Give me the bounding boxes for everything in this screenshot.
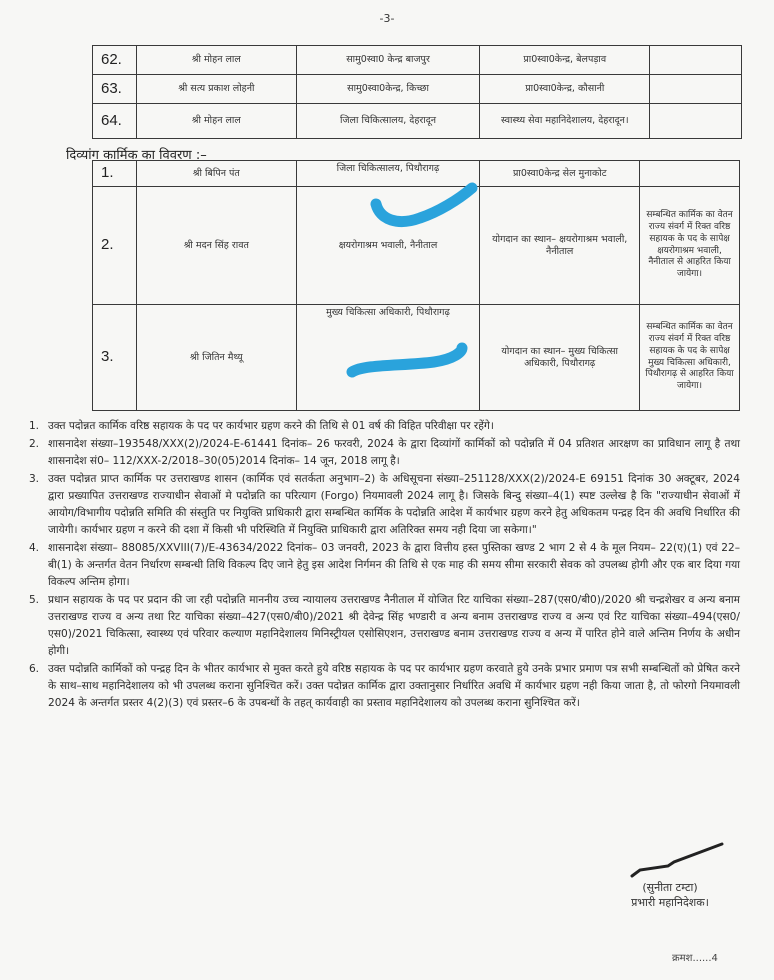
note-text: उक्त पदोन्नत कार्मिक वरिष्ठ सहायक के पद पर कार्यभार ग्रहण करने की तिथि से 01 वर्ष की विहित परिवीक्षा पर रहेंगे।: [48, 420, 494, 432]
section-heading: दिव्यांग कार्मिक का विवरण :–: [66, 148, 207, 163]
serial-number: 64.: [93, 104, 137, 139]
signatory-name: (सुनीता टम्टा): [642, 881, 698, 894]
employee-name: श्री मोहन लाल: [136, 104, 296, 139]
signature-block: [600, 840, 740, 910]
new-posting: योगदान का स्थान– क्षयरोगाश्रम भवाली, नैनीताल: [480, 187, 640, 305]
note-number: 4.: [28, 542, 40, 554]
serial-number: 2.: [93, 187, 137, 305]
new-posting: प्रा0स्वा0केन्द्र, कौसानी: [480, 75, 650, 104]
serial-number: 62.: [93, 46, 137, 75]
note-number: 5.: [28, 594, 40, 606]
promotion-table-continued: [92, 45, 742, 139]
signatory-title: प्रभारी महानिदेशक।: [631, 896, 709, 909]
note-number: 1.: [28, 420, 40, 432]
remark: [650, 46, 742, 75]
employee-name: श्री जितिन मैथ्यू: [136, 305, 296, 411]
current-posting: जिला चिकित्सालय, देहरादून: [296, 104, 480, 139]
note-item: [20, 540, 740, 591]
serial-number: 3.: [93, 305, 137, 411]
page-number: -3-: [379, 12, 395, 25]
checkmark-icon: [368, 182, 480, 232]
note-item: [20, 592, 740, 660]
note-number: 6.: [28, 663, 40, 675]
current-posting: क्षयरोगाश्रम भवाली, नैनीताल: [296, 187, 480, 305]
current-posting: जिला चिकित्सालय, पिथौरागढ़: [296, 161, 480, 187]
serial-number: 63.: [93, 75, 137, 104]
table-row: [93, 75, 742, 104]
note-text: उक्त पदोन्नति कार्मिकों को पन्द्रह दिन के भीतर कार्यभार से मुक्त करते हुये वरिष्ठ सहायक के पद पर कार्यभार ग्रहण करवाते हुये उनके प्रभार प्रमाण पत्र सभी सम्बन्धितों को प्रेषित करने के साथ–साथ महानिदेशालय को भी उपलब्ध कराना सुनिश्चित करें। उक्त पदोन्नत कार्मिक द्वारा उक्तानुसार निर्धारित अवधि में कार्यभार ग्रहण नही किया जाता है, तो फोरगो नियमावली 2024 के अन्तर्गत प्रस्तर 4(2)(3) एवं प्रस्तर–6 के उपबन्धों के तहत् कार्यवाही का प्रस्ताव महानिदेशालय को उपलब्ध कराना सुनिश्चित करें।: [48, 663, 740, 709]
remark: सम्बन्धित कार्मिक का वेतन राज्य संवर्ग में रिक्त वरिष्ठ सहायक के पद के सापेक्ष मुख्य चिकित्सा अधिकारी, पिथौरागढ़ से आहरित किया जायेगा।: [640, 305, 740, 411]
serial-number: 1.: [93, 161, 137, 187]
current-posting: मुख्य चिकित्सा अधिकारी, पिथौरागढ़: [296, 305, 480, 411]
table-row: [93, 104, 742, 139]
employee-name: श्री मोहन लाल: [136, 46, 296, 75]
table-row: [93, 46, 742, 75]
remark: सम्बन्धित कार्मिक का वेतन राज्य संवर्ग में रिक्त वरिष्ठ सहायक के पद के सापेक्ष क्षयरोगाश्रम भवाली, नैनीताल से आहरित किया जायेगा।: [640, 187, 740, 305]
current-posting: सामु0स्वा0केन्द्र, किच्छा: [296, 75, 480, 104]
current-posting: सामु0स्वा0 केन्द्र बाजपुर: [296, 46, 480, 75]
new-posting: प्रा0स्वा0केन्द्र, बेलपड़ाव: [480, 46, 650, 75]
remark: [650, 104, 742, 139]
new-posting: योगदान का स्थान– मुख्य चिकित्सा अधिकारी, पिथौरागढ़: [480, 305, 640, 411]
continued-marker: क्रमश......4: [672, 953, 718, 964]
employee-name: श्री मदन सिंह रावत: [136, 187, 296, 305]
dash-mark-icon: [344, 342, 470, 382]
new-posting: स्वास्थ्य सेवा महानिदेशालय, देहरादून।: [480, 104, 650, 139]
note-text: शासनादेश संख्या–193548/XXX(2)/2024-E-61441 दिनांक– 26 फरवरी, 2024 के द्वारा दिव्यांगों कार्मिकों को पदोन्नति में 04 प्रतिशत आरक्षण का प्राविधान लागू है तथा शासनादेश सं0– 112/XXX-2/2018–30(05)2014 दिनांक– 14 जून, 2018 लागू है।: [48, 438, 740, 467]
note-item: [20, 661, 740, 712]
remark: [650, 75, 742, 104]
note-item: [20, 418, 740, 435]
employee-name: श्री बिपिन पंत: [136, 161, 296, 187]
note-number: 3.: [28, 473, 40, 485]
note-number: 2.: [28, 438, 40, 450]
note-text: प्रधान सहायक के पद पर प्रदान की जा रही पदोन्नति माननीय उच्च न्यायालय उत्तराखण्ड नैनीताल में योजित रिट याचिका संख्या–287(एस0/बी0)/2020 श्री चन्द्रशेखर व अन्य बनाम उत्तराखण्ड राज्य व अन्य तथा रिट याचिका संख्या–427(एस0/बी0)/2021 श्री देवेन्द्र सिंह भण्डारी व अन्य बनाम उत्तराखण्ड राज्य व अन्य एवं रिट याचिका संख्या–494(एस0/एस0)/2021 चिकित्सा, स्वास्थ्य एवं परिवार कल्याण महानिदेशालय मिनिस्ट्रीयल एसोसिएशन, उत्तराखण्ड बनाम उत्तराखण्ड राज्य व अन्य में पारित होने वाले अन्तिम निर्णय के अधीन होगी।: [48, 594, 740, 657]
note-text: शासनादेश संख्या– 88085/XXVIII(7)/E-43634/2022 दिनांक– 03 जनवरी, 2023 के द्वारा वित्तीय हस्त पुस्तिका खण्ड 2 भाग 2 से 4 के मूल नियम– 22(ए)(1) एवं 22– बी(1) के अन्तर्गत वेतन निर्धारण सम्बन्धी तिथि विकल्प दिए जाने हेतु इस आदेश निर्गमन की तिथि से एक माह की समय सीमा सरकारी सेवक को उपलब्ध होगी और एक बार दिया गया विकल्प अन्तिम होगा।: [48, 542, 740, 588]
signature-icon: [610, 840, 730, 880]
note-text: उक्त पदोन्नत प्राप्त कार्मिक पर उत्तराखण्ड शासन (कार्मिक एवं सतर्कता अनुभाग–2) के अधिसूचना संख्या–251128/XXX(2)/2024-E 69151 दिनांक 30 अक्टूबर, 2024 द्वारा प्रख्यापित उत्तराखण्ड राज्याधीन सेवाओं मे पदोन्नति का परित्याग (Forgo) नियमावली 2024 लागू है। जिसके बिन्दु संख्या–4(1) स्पष्ट उल्लेख है कि "राज्याधीन सेवाओं में आयोग/विभागीय पदोन्नति समिति की संस्तुति पर नियुक्ति प्राधिकारी द्वारा सम्बन्धित कार्मिक के पदोन्नति आदेश में कार्यभार ग्रहण करने हेतु अधिकतम पन्द्रह दिन की अवधि निर्धारित की जायेगी। कार्यभार ग्रहण न करने की दशा में किसी भी परिस्थिति में नियुक्ति प्राधिकारी द्वारा अतिरिक्त समय नही दिया जा सकेगा।": [48, 473, 740, 536]
notes-list: [20, 418, 740, 713]
employee-name: श्री सत्य प्रकाश लोहनी: [136, 75, 296, 104]
note-item: [20, 436, 740, 470]
new-posting: प्रा0स्वा0केन्द्र सेल मुनाकोट: [480, 161, 640, 187]
remark: [640, 161, 740, 187]
note-item: [20, 471, 740, 539]
